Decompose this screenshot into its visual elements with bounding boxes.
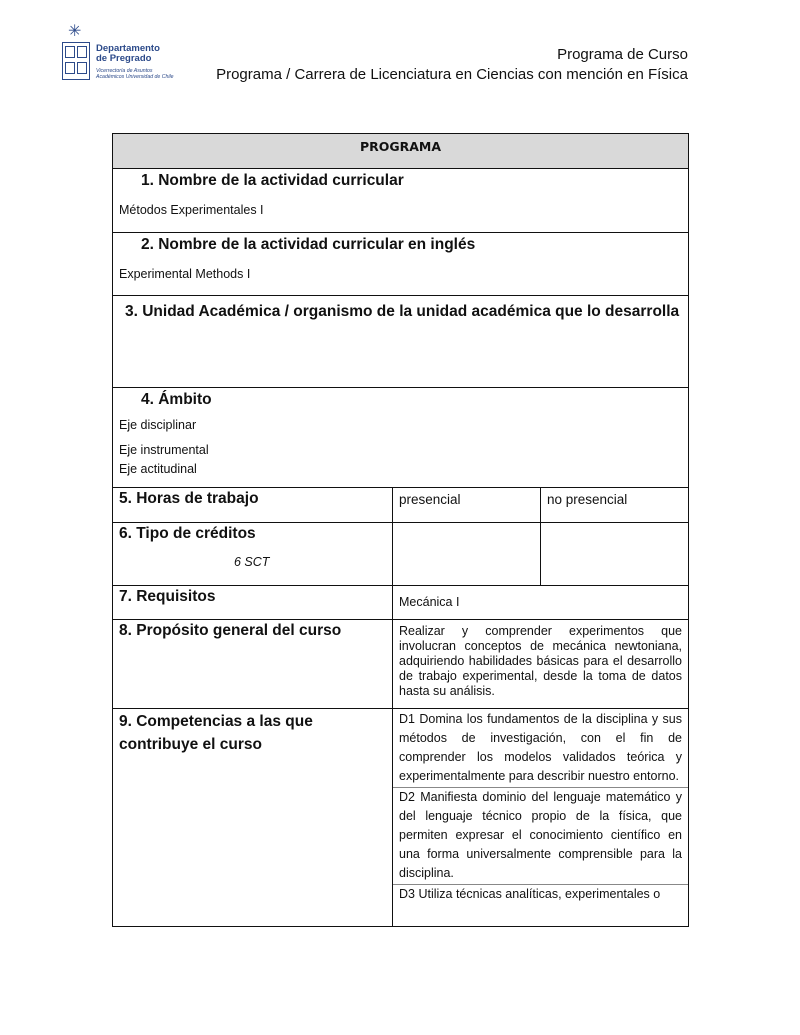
section-title: 7. Requisitos — [113, 586, 393, 619]
department-logo — [60, 24, 172, 90]
section-title: 5. Horas de trabajo — [113, 488, 393, 522]
requirements-value: Mecánica I — [399, 595, 460, 609]
program-heading: PROGRAMA — [112, 133, 689, 169]
credit-value: 6 SCT — [234, 555, 270, 569]
credit-cell-empty — [393, 523, 541, 585]
section-title: 9. Competencias a las que contribuye el curso — [113, 709, 393, 926]
competency-d3: D3 Utiliza técnicas analíticas, experimentales o — [399, 887, 661, 901]
logo-subtitle: Vicerrectoría de Asuntos Académicos Universidad de Chile — [96, 68, 174, 80]
purpose-value: Realizar y comprender experimentos que involucran conceptos de mecánica newtoniana, adquiriendo habilidades básicas para el desarrollo de trabajo experimental, desde la toma de datos hasta su análisis. — [399, 624, 682, 698]
scope-item: Eje disciplinar — [119, 418, 197, 432]
section-credit-type — [112, 523, 689, 586]
section-title: 1. Nombre de la actividad curricular — [141, 172, 404, 189]
section-course-name — [112, 169, 689, 233]
section-competencies — [112, 709, 689, 927]
section-work-hours — [112, 488, 689, 523]
competency-d2: D2 Manifiesta dominio del lenguaje matemático y del lenguaje técnico propio de la física, que permiten expresar el conocimiento científico en una forma universalmente comprensible para la disciplina. — [399, 790, 682, 880]
program-table — [112, 133, 689, 927]
course-name-value: Métodos Experimentales I — [119, 203, 264, 217]
course-name-english-value: Experimental Methods I — [119, 267, 251, 281]
hours-presential: presencial — [393, 488, 541, 522]
credit-cell-empty — [541, 523, 688, 585]
section-purpose — [112, 620, 689, 709]
section-requirements — [112, 586, 689, 620]
scope-item: Eje actitudinal — [119, 462, 197, 476]
document-title: Programa de Curso — [557, 46, 688, 63]
hours-non-presential: no presencial — [547, 492, 628, 507]
document-subtitle: Programa / Carrera de Licenciatura en Ciencias con mención en Física — [216, 66, 688, 83]
section-title: 3. Unidad Académica / organismo de la unidad académica que lo desarrolla — [125, 303, 680, 320]
competency-d1: D1 Domina los fundamentos de la disciplina y sus métodos de investigación, con el fin de comprender los modelos validados teórica y experimentalmente para describir nuestro entorno. — [399, 712, 682, 783]
competencies-list — [393, 709, 688, 926]
university-seal-icon — [62, 42, 90, 80]
section-academic-unit — [112, 296, 689, 388]
credit-type-cell — [113, 523, 393, 585]
section-title: 2. Nombre de la actividad curricular en inglés — [141, 236, 476, 253]
logo-department-name: Departamento de Pregrado — [96, 43, 160, 64]
section-title: 6. Tipo de créditos — [119, 525, 256, 542]
section-course-name-english — [112, 233, 689, 296]
star-icon: ✳ — [68, 23, 82, 40]
scope-item: Eje instrumental — [119, 443, 209, 457]
section-title: 8. Propósito general del curso — [113, 620, 393, 708]
section-scope — [112, 388, 689, 488]
section-title: 4. Ámbito — [141, 391, 212, 408]
